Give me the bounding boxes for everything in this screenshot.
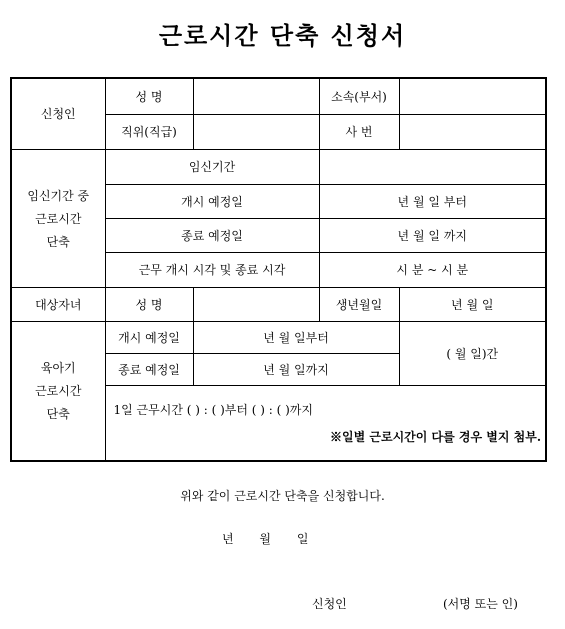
pregnancy-end-field[interactable]: 년 월 일 까지 [319, 218, 546, 252]
pregnancy-period-field[interactable] [319, 149, 546, 184]
pregnancy-section-label-line1: 임신기간 중 [27, 188, 90, 203]
child-row [11, 287, 546, 321]
applicant-signature-label: 신청인 [312, 597, 347, 611]
applicant-row-1 [11, 78, 546, 114]
pregnancy-start-label: 개시 예정일 [105, 184, 319, 218]
child-name-label: 성 명 [105, 287, 193, 321]
child-dob-field[interactable]: 년 월 일 [399, 287, 546, 321]
child-section-label: 대상자녀 [11, 287, 105, 321]
childcare-start-label: 개시 예정일 [105, 321, 193, 353]
employee-number-label: 사 번 [319, 114, 399, 149]
childcare-section-label-line2: 근로시간 [35, 384, 82, 399]
signature-field[interactable]: (서명 또는 인) [443, 597, 518, 611]
pregnancy-time-field[interactable]: 시 분 ~ 시 분 [319, 252, 546, 287]
child-name-field[interactable] [193, 287, 319, 321]
pregnancy-period-label: 임신기간 [105, 149, 319, 184]
child-dob-label: 생년월일 [319, 287, 399, 321]
application-form-table [10, 77, 547, 462]
childcare-end-label: 종료 예정일 [105, 353, 193, 385]
department-label: 소속(부서) [319, 78, 399, 114]
childcare-start-field[interactable]: 년 월 일부터 [193, 321, 399, 353]
name-label: 성 명 [105, 78, 193, 114]
position-field[interactable] [193, 114, 319, 149]
pregnancy-time-label: 근무 개시 시각 및 종료 시각 [105, 252, 319, 287]
childcare-row-1 [11, 321, 546, 353]
declaration-text: 위와 같이 근로시간 단축을 신청합니다. [180, 489, 385, 503]
childcare-hours-cell [105, 385, 546, 461]
pregnancy-section-label [11, 149, 105, 287]
pregnancy-section-label-line3: 단축 [46, 234, 70, 249]
attachment-note: ※일별 근로시간이 다를 경우 별지 첨부. [330, 429, 541, 444]
form-title: 근로시간 단축 신청서 [158, 21, 407, 50]
pregnancy-start-field[interactable]: 년 월 일 부터 [319, 184, 546, 218]
childcare-end-field[interactable]: 년 월 일까지 [193, 353, 399, 385]
childcare-section-label-line3: 단축 [46, 407, 70, 422]
childcare-duration-field[interactable]: ( 월 일)간 [399, 321, 546, 385]
department-field[interactable] [399, 78, 546, 114]
daily-hours-field[interactable]: 1일 근무시간 ( ) : ( )부터 ( ) : ( )까지 [113, 402, 313, 417]
position-label: 직위(직급) [105, 114, 193, 149]
applicant-section-label: 신청인 [11, 78, 105, 149]
name-field[interactable] [193, 78, 319, 114]
pregnancy-section-label-line2: 근로시간 [35, 211, 82, 226]
childcare-section-label-line1: 육아기 [40, 361, 76, 376]
childcare-section-label [11, 321, 105, 461]
application-date-field[interactable]: 년 월 일 [222, 532, 309, 546]
pregnancy-row-1 [11, 149, 546, 184]
pregnancy-end-label: 종료 예정일 [105, 218, 319, 252]
employee-number-field[interactable] [399, 114, 546, 149]
